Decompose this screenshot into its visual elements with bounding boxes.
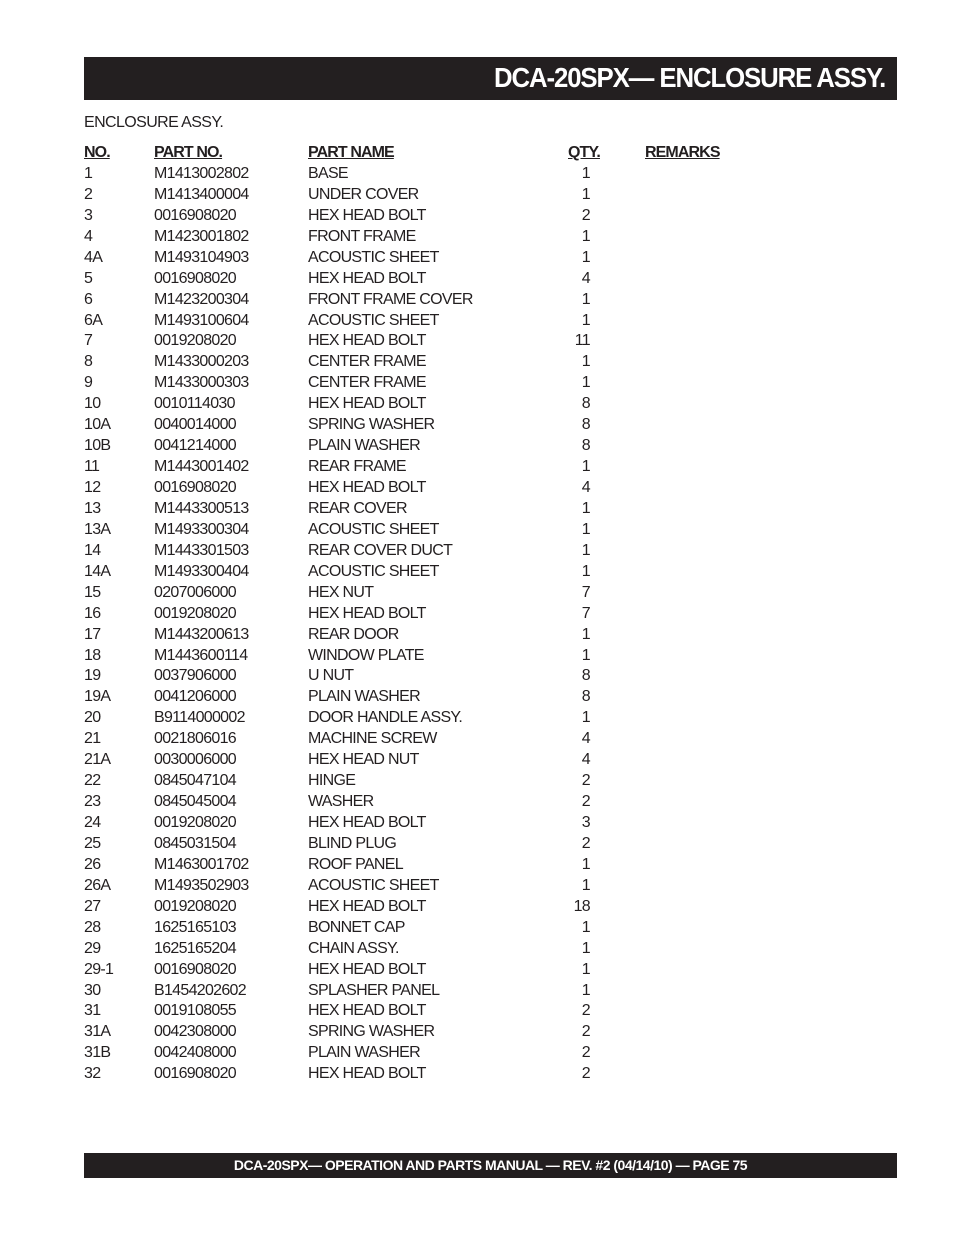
table-row	[84, 415, 784, 436]
cell-part-no: 0016908020	[154, 1065, 236, 1083]
cell-part-name: ACOUSTIC SHEET	[308, 876, 439, 894]
cell-part-name: DOOR HANDLE ASSY.	[308, 709, 463, 727]
table-row	[84, 960, 784, 981]
cell-part-no: M1413002802	[154, 164, 249, 182]
cell-part-no: M1443301503	[154, 541, 249, 559]
table-row	[84, 583, 784, 604]
cell-qty: 8	[581, 395, 590, 413]
table-row	[84, 813, 784, 834]
cell-part-name: HEX HEAD BOLT	[308, 604, 426, 622]
footer-text: DCA-20SPX— OPERATION AND PARTS MANUAL — REV. #2 (04/14/10) — PAGE 75	[233, 1157, 748, 1173]
cell-part-no: 0019108055	[154, 1002, 236, 1020]
cell-part-name: SPRING WASHER	[308, 416, 435, 434]
cell-no: 20	[84, 709, 101, 727]
cell-no: 13A	[84, 520, 111, 538]
table-row	[84, 771, 784, 792]
cell-no: 28	[84, 918, 101, 936]
cell-no: 15	[84, 583, 101, 601]
cell-qty: 1	[581, 709, 590, 727]
table-row	[84, 1022, 784, 1043]
cell-qty: 8	[581, 667, 590, 685]
cell-no: 1	[84, 164, 93, 182]
table-row	[84, 939, 784, 960]
cell-part-no: M1443300513	[154, 499, 249, 517]
cell-part-no: 0010114030	[154, 395, 235, 413]
cell-no: 27	[84, 897, 101, 915]
cell-part-name: HEX HEAD BOLT	[308, 960, 426, 978]
cell-part-no: 0019208020	[154, 332, 236, 350]
table-row	[84, 918, 784, 939]
cell-part-name: HEX HEAD BOLT	[308, 269, 426, 287]
table-row	[84, 897, 784, 918]
cell-part-name: ACOUSTIC SHEET	[308, 562, 439, 580]
cell-no: 30	[84, 981, 101, 999]
table-row	[84, 625, 784, 646]
column-header-qty: QTY.	[568, 144, 600, 161]
cell-part-name: MACHINE SCREW	[308, 730, 437, 748]
cell-qty: 1	[581, 960, 590, 978]
section-title: ENCLOSURE ASSY.	[84, 114, 224, 131]
cell-part-no: 0019208020	[154, 604, 236, 622]
cell-no: 32	[84, 1065, 101, 1083]
cell-part-no: 0016908020	[154, 206, 236, 224]
table-row	[84, 499, 784, 520]
cell-part-name: REAR COVER DUCT	[308, 541, 453, 559]
table-row	[84, 876, 784, 897]
cell-no: 24	[84, 814, 101, 831]
cell-part-name: PLAIN WASHER	[308, 437, 420, 455]
cell-part-name: WASHER	[308, 793, 374, 811]
table-row	[84, 457, 784, 478]
table-header-row	[84, 143, 784, 164]
cell-part-name: BLIND PLUG	[308, 834, 397, 852]
cell-no: 31A	[84, 1023, 111, 1041]
table-row	[84, 394, 784, 415]
cell-no: 29-1	[84, 960, 114, 978]
cell-qty: 1	[581, 164, 590, 182]
cell-part-name: HEX HEAD BOLT	[308, 814, 426, 831]
cell-qty: 1	[581, 311, 590, 329]
cell-part-no: M1493300304	[154, 520, 249, 538]
cell-no: 23	[84, 793, 101, 811]
cell-part-no: 0030006000	[154, 751, 236, 769]
cell-part-name: REAR FRAME	[308, 458, 406, 476]
cell-part-name: REAR COVER	[308, 499, 407, 517]
cell-no: 22	[84, 772, 101, 790]
page-title: DCA-20SPX— ENCLOSURE ASSY.	[493, 62, 885, 93]
cell-part-name: ACOUSTIC SHEET	[308, 248, 439, 266]
cell-part-no: M1493104903	[154, 248, 249, 266]
table-row	[84, 352, 784, 373]
cell-no: 8	[84, 353, 93, 371]
cell-part-no: M1423200304	[154, 290, 249, 308]
table-row	[84, 373, 784, 394]
parts-table	[84, 143, 784, 1085]
table-row	[84, 750, 784, 771]
table-row	[84, 855, 784, 876]
table-row	[84, 981, 784, 1002]
cell-part-name: HEX HEAD BOLT	[308, 1065, 426, 1083]
cell-part-no: M1493100604	[154, 311, 249, 329]
table-row	[84, 666, 784, 687]
cell-part-no: 0041206000	[154, 688, 236, 706]
cell-part-no: M1493502903	[154, 876, 249, 894]
cell-no: 3	[84, 206, 93, 224]
table-row	[84, 331, 784, 352]
cell-qty: 4	[581, 730, 590, 748]
cell-no: 4A	[84, 248, 103, 266]
table-row	[84, 269, 784, 290]
cell-no: 31B	[84, 1044, 111, 1062]
table-row	[84, 164, 784, 185]
table-row	[84, 478, 784, 499]
cell-no: 26A	[84, 876, 111, 894]
table-row	[84, 646, 784, 667]
cell-part-no: 0016908020	[154, 479, 236, 496]
cell-no: 6A	[84, 311, 103, 329]
cell-qty: 1	[581, 981, 590, 999]
cell-part-no: M1463001702	[154, 855, 249, 873]
cell-qty: 1	[581, 248, 590, 266]
cell-part-name: ACOUSTIC SHEET	[308, 311, 439, 329]
cell-qty: 1	[581, 458, 590, 476]
cell-qty: 11	[574, 332, 590, 350]
cell-part-no: 0040014000	[154, 416, 236, 434]
cell-part-name: HEX HEAD BOLT	[308, 1002, 426, 1020]
cell-qty: 1	[581, 939, 590, 957]
cell-no: 4	[84, 227, 93, 245]
column-header-part-no: PART NO.	[154, 144, 223, 161]
cell-part-no: 0016908020	[154, 960, 236, 978]
cell-part-no: M1493300404	[154, 562, 249, 580]
cell-part-name: HEX NUT	[308, 583, 374, 601]
cell-part-no: 0845031504	[154, 834, 236, 852]
cell-part-no: M1443001402	[154, 458, 249, 476]
cell-qty: 1	[581, 374, 590, 392]
table-row	[84, 248, 784, 269]
column-header-part-name: PART NAME	[308, 144, 394, 161]
cell-part-name: HEX HEAD BOLT	[308, 479, 426, 496]
cell-no: 10B	[84, 437, 111, 455]
cell-qty: 1	[581, 855, 590, 873]
cell-qty: 2	[581, 1044, 590, 1062]
cell-qty: 2	[581, 1002, 590, 1020]
cell-part-name: HEX HEAD BOLT	[308, 332, 426, 350]
table-row	[84, 436, 784, 457]
table-row	[84, 520, 784, 541]
table-row	[84, 311, 784, 332]
cell-part-no: 0041214000	[154, 437, 236, 455]
cell-part-name: UNDER COVER	[308, 185, 419, 203]
table-row	[84, 729, 784, 750]
cell-qty: 7	[581, 604, 590, 622]
cell-part-name: ACOUSTIC SHEET	[308, 520, 439, 538]
cell-no: 19A	[84, 688, 111, 706]
cell-part-no: 0042308000	[154, 1023, 236, 1041]
column-header-remarks: REMARKS	[645, 144, 720, 161]
cell-part-name: CENTER FRAME	[308, 374, 426, 392]
cell-no: 19	[84, 667, 101, 685]
cell-part-no: M1433000203	[154, 353, 249, 371]
cell-qty: 1	[581, 541, 590, 559]
cell-qty: 18	[573, 897, 590, 915]
cell-no: 17	[84, 625, 101, 643]
cell-no: 14A	[84, 562, 111, 580]
cell-part-no: 0845045004	[154, 793, 236, 811]
cell-no: 11	[84, 458, 100, 476]
cell-part-no: 1625165204	[154, 939, 236, 957]
cell-qty: 2	[581, 772, 590, 790]
cell-part-name: U NUT	[308, 667, 354, 685]
cell-part-no: 1625165103	[154, 918, 236, 936]
cell-part-name: FRONT FRAME	[308, 227, 416, 245]
cell-qty: 3	[581, 814, 590, 831]
cell-qty: 1	[581, 185, 590, 203]
cell-part-name: HEX HEAD BOLT	[308, 206, 426, 224]
column-header-no: NO.	[84, 144, 110, 161]
cell-part-name: PLAIN WASHER	[308, 688, 420, 706]
cell-no: 21A	[84, 751, 111, 769]
cell-part-no: 0019208020	[154, 897, 236, 915]
table-row	[84, 604, 784, 625]
cell-part-name: HEX HEAD NUT	[308, 751, 419, 769]
cell-part-name: FRONT FRAME COVER	[308, 290, 473, 308]
cell-part-no: B1454202602	[154, 981, 246, 999]
cell-no: 10	[84, 395, 101, 413]
cell-no: 25	[84, 834, 101, 852]
cell-qty: 2	[581, 793, 590, 811]
cell-no: 6	[84, 290, 93, 308]
cell-part-name: HEX HEAD BOLT	[308, 897, 426, 915]
cell-qty: 1	[581, 520, 590, 538]
cell-part-name: SPRING WASHER	[308, 1023, 435, 1041]
cell-qty: 1	[581, 353, 590, 371]
cell-no: 2	[84, 185, 93, 203]
cell-qty: 1	[581, 499, 590, 517]
cell-no: 7	[84, 332, 93, 350]
cell-part-name: ROOF PANEL	[308, 855, 403, 873]
cell-qty: 8	[581, 437, 590, 455]
cell-part-no: M1423001802	[154, 227, 249, 245]
table-row	[84, 834, 784, 855]
page-footer-bar	[84, 1153, 897, 1178]
table-row	[84, 687, 784, 708]
cell-no: 13	[84, 499, 101, 517]
cell-part-no: 0042408000	[154, 1044, 236, 1062]
cell-part-name: BASE	[308, 164, 348, 182]
cell-part-no: 0021806016	[154, 730, 236, 748]
table-row	[84, 1064, 784, 1085]
cell-qty: 1	[581, 646, 590, 664]
table-row	[84, 541, 784, 562]
cell-qty: 4	[581, 479, 590, 496]
cell-qty: 1	[581, 290, 590, 308]
table-body	[84, 164, 784, 1085]
table-row	[84, 206, 784, 227]
cell-no: 26	[84, 855, 101, 873]
table-row	[84, 562, 784, 583]
table-row	[84, 708, 784, 729]
cell-no: 31	[84, 1002, 101, 1020]
cell-part-no: M1443600114	[154, 646, 248, 664]
cell-no: 18	[84, 646, 101, 664]
cell-part-no: 0019208020	[154, 814, 236, 831]
cell-no: 9	[84, 374, 93, 392]
cell-no: 21	[84, 730, 101, 748]
cell-part-no: 0037906000	[154, 667, 236, 685]
table-row	[84, 1043, 784, 1064]
cell-part-no: 0845047104	[154, 772, 236, 790]
cell-part-no: M1443200613	[154, 625, 249, 643]
table-row	[84, 185, 784, 206]
cell-no: 29	[84, 939, 101, 957]
cell-part-name: HEX HEAD BOLT	[308, 395, 426, 413]
cell-qty: 1	[581, 625, 590, 643]
cell-qty: 8	[581, 416, 590, 434]
cell-part-no: M1413400004	[154, 185, 249, 203]
cell-part-name: SPLASHER PANEL	[308, 981, 440, 999]
cell-qty: 4	[581, 269, 590, 287]
cell-part-name: CENTER FRAME	[308, 353, 426, 371]
cell-no: 16	[84, 604, 101, 622]
table-row	[84, 792, 784, 813]
cell-qty: 1	[581, 876, 590, 894]
cell-no: 12	[84, 479, 101, 496]
cell-part-no: M1433000303	[154, 374, 249, 392]
cell-part-name: BONNET CAP	[308, 918, 405, 936]
cell-part-name: PLAIN WASHER	[308, 1044, 420, 1062]
page-header-bar	[84, 57, 897, 100]
cell-qty: 1	[581, 562, 590, 580]
cell-qty: 1	[581, 918, 590, 936]
cell-no: 10A	[84, 416, 111, 434]
cell-qty: 8	[581, 688, 590, 706]
cell-qty: 7	[581, 583, 590, 601]
cell-part-name: HINGE	[308, 772, 356, 790]
cell-no: 5	[84, 269, 93, 287]
cell-qty: 2	[581, 206, 590, 224]
cell-part-name: WINDOW PLATE	[308, 646, 424, 664]
cell-qty: 4	[581, 751, 590, 769]
table-row	[84, 290, 784, 311]
table-row	[84, 227, 784, 248]
cell-qty: 2	[581, 1065, 590, 1083]
cell-qty: 2	[581, 1023, 590, 1041]
table-row	[84, 1001, 784, 1022]
cell-part-name: CHAIN ASSY.	[308, 939, 399, 957]
cell-part-no: B9114000002	[154, 709, 245, 727]
cell-part-no: 0207006000	[154, 583, 236, 601]
cell-part-no: 0016908020	[154, 269, 236, 287]
cell-qty: 2	[581, 834, 590, 852]
cell-qty: 1	[581, 227, 590, 245]
cell-part-name: REAR DOOR	[308, 625, 399, 643]
cell-no: 14	[84, 541, 101, 559]
